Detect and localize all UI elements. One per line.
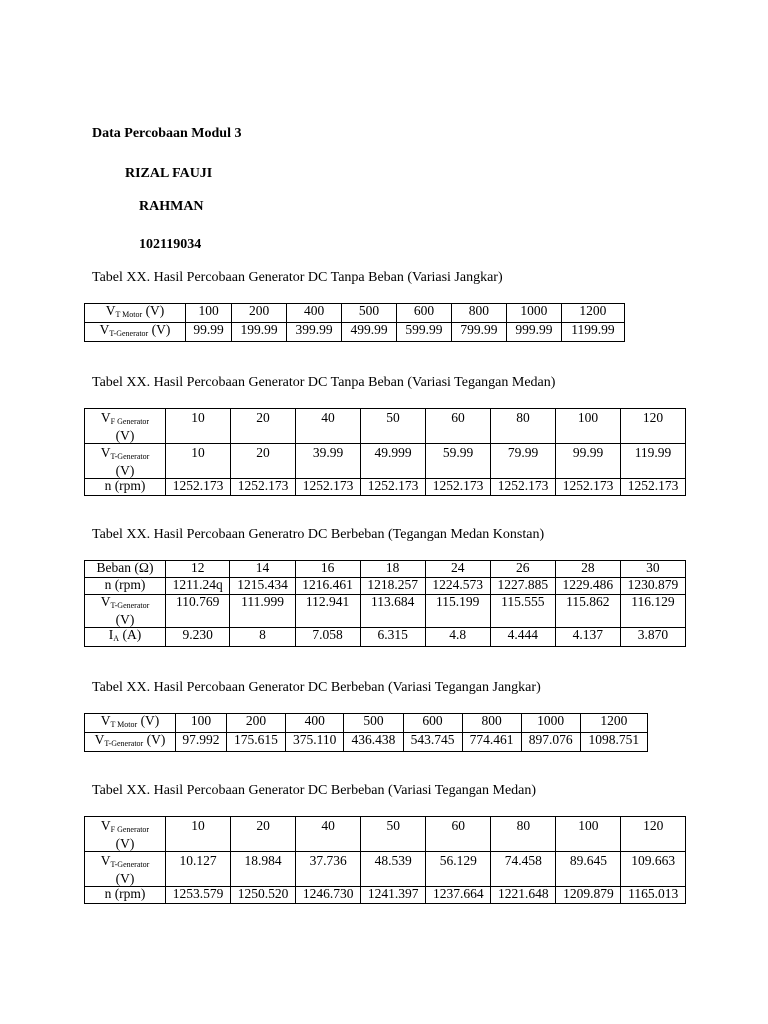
table-row: [85, 595, 686, 628]
table-cell: 20: [231, 444, 296, 479]
table-cell: 599.99: [397, 323, 452, 342]
table-cell: 60: [426, 817, 491, 852]
table-cell: 1252.173: [621, 479, 686, 496]
table-cell: 6.315: [360, 628, 425, 647]
table-1-caption: Tabel XX. Hasil Percobaan Generator DC Tanpa Beban (Variasi Jangkar): [92, 270, 503, 285]
table-cell: 1252.173: [231, 479, 296, 496]
table-4-caption: Tabel XX. Hasil Percobaan Generator DC Berbeban (Variasi Tegangan Jangkar): [92, 680, 541, 695]
table-cell: 600: [397, 304, 452, 323]
table-cell: 10: [166, 409, 231, 444]
table-cell: 10.127: [166, 852, 231, 887]
table-row: [85, 323, 625, 342]
row-header: $I_A$ (A): [85, 628, 166, 647]
table-cell: 120: [621, 817, 686, 852]
table-cell: 1252.173: [491, 479, 556, 496]
table-row: [85, 409, 686, 444]
row-header: $V_{T Motor}$ (V): [85, 304, 186, 323]
table-cell: 40: [296, 817, 361, 852]
table-5-caption: Tabel XX. Hasil Percobaan Generator DC Berbeban (Variasi Tegangan Medan): [92, 783, 537, 798]
table-cell: 39.99: [296, 444, 361, 479]
table-3-caption: Tabel XX. Hasil Percobaan Generatro DC Berbeban (Tegangan Medan Konstan): [92, 527, 545, 542]
table-cell: 80: [491, 817, 556, 852]
row-header: $V_{T-Generator}$ (V): [85, 852, 166, 887]
table-cell: 4.137: [555, 628, 620, 647]
table-cell: 1252.173: [166, 479, 231, 496]
table-cell: 28: [555, 561, 620, 578]
row-header: Beban (Ω): [85, 561, 166, 578]
table-cell: 99.99: [186, 323, 232, 342]
table-cell: 10: [166, 444, 231, 479]
row-header: $V_{T-Generator}$ (V): [85, 323, 186, 342]
table-cell: 399.99: [287, 323, 342, 342]
table-cell: 499.99: [342, 323, 397, 342]
table-cell: 1252.173: [556, 479, 621, 496]
row-header: $V_{F Generator}$ (V): [85, 817, 166, 852]
table-cell: 30: [620, 561, 685, 578]
table-cell: 1098.751: [580, 733, 647, 752]
table-row: [85, 479, 686, 496]
table-cell: 80: [491, 409, 556, 444]
table-cell: 99.99: [556, 444, 621, 479]
table-cell: 1000: [521, 714, 580, 733]
author-name-line2: RAHMAN: [139, 199, 204, 214]
table-row: [85, 733, 648, 752]
row-header: $V_{T-Generator}$ (V): [85, 733, 176, 752]
table-cell: 18.984: [231, 852, 296, 887]
table-cell: 100: [556, 409, 621, 444]
table-cell: 600: [403, 714, 462, 733]
table-3: [84, 560, 686, 647]
table-cell: 1230.879: [620, 578, 685, 595]
table-cell: 1253.579: [166, 887, 231, 904]
table-cell: 7.058: [295, 628, 360, 647]
table-cell: 56.129: [426, 852, 491, 887]
table-row: [85, 561, 686, 578]
table-1: [84, 303, 625, 342]
table-cell: 1209.879: [556, 887, 621, 904]
table-cell: 1165.013: [621, 887, 686, 904]
table-cell: 89.645: [556, 852, 621, 887]
table-cell: 111.999: [230, 595, 295, 628]
table-cell: 16: [295, 561, 360, 578]
table-cell: 799.99: [451, 323, 506, 342]
table-cell: 200: [226, 714, 285, 733]
table-cell: 24: [425, 561, 490, 578]
table-row: [85, 444, 686, 479]
table-cell: 1224.573: [425, 578, 490, 595]
table-cell: 175.615: [226, 733, 285, 752]
table-cell: 48.539: [361, 852, 426, 887]
table-cell: 897.076: [521, 733, 580, 752]
table-cell: 113.684: [360, 595, 425, 628]
table-cell: 3.870: [620, 628, 685, 647]
row-header: $V_{T Motor}$ (V): [85, 714, 176, 733]
table-cell: 50: [361, 817, 426, 852]
table-cell: 60: [426, 409, 491, 444]
table-cell: 8: [230, 628, 295, 647]
table-cell: 115.555: [490, 595, 555, 628]
table-cell: 119.99: [621, 444, 686, 479]
document-title: Data Percobaan Modul 3: [92, 126, 242, 141]
table-cell: 74.458: [491, 852, 556, 887]
table-cell: 375.110: [285, 733, 343, 752]
table-cell: 116.129: [620, 595, 685, 628]
table-cell: 12: [166, 561, 230, 578]
table-cell: 112.941: [295, 595, 360, 628]
author-name-line1: RIZAL FAUJI: [125, 166, 213, 181]
table-cell: 1252.173: [296, 479, 361, 496]
table-cell: 1237.664: [426, 887, 491, 904]
row-header: $V_{T-Generator}$ (V): [85, 444, 166, 479]
table-cell: 115.862: [555, 595, 620, 628]
table-row: [85, 887, 686, 904]
table-cell: 50: [361, 409, 426, 444]
table-cell: 97.992: [176, 733, 227, 752]
row-header: $V_{F Generator}$ (V): [85, 409, 166, 444]
table-cell: 800: [451, 304, 506, 323]
table-cell: 18: [360, 561, 425, 578]
table-cell: 1227.885: [490, 578, 555, 595]
table-cell: 436.438: [344, 733, 403, 752]
row-header: n (rpm): [85, 578, 166, 595]
table-row: [85, 817, 686, 852]
table-cell: 100: [186, 304, 232, 323]
table-cell: 4.8: [425, 628, 490, 647]
table-cell: 20: [231, 409, 296, 444]
row-header: n (rpm): [85, 479, 166, 496]
table-cell: 1252.173: [426, 479, 491, 496]
table-cell: 14: [230, 561, 295, 578]
table-cell: 1000: [506, 304, 561, 323]
table-cell: 59.99: [426, 444, 491, 479]
table-cell: 199.99: [232, 323, 287, 342]
table-cell: 400: [285, 714, 343, 733]
table-cell: 200: [232, 304, 287, 323]
table-cell: 49.999: [361, 444, 426, 479]
table-row: [85, 714, 648, 733]
table-cell: 115.199: [425, 595, 490, 628]
table-cell: 1200: [561, 304, 624, 323]
table-cell: 1200: [580, 714, 647, 733]
table-row: [85, 304, 625, 323]
table-4: [84, 713, 648, 752]
table-cell: 1216.461: [295, 578, 360, 595]
table-cell: 1252.173: [361, 479, 426, 496]
table-cell: 1250.520: [231, 887, 296, 904]
table-cell: 500: [344, 714, 403, 733]
table-cell: 1221.648: [491, 887, 556, 904]
table-cell: 9.230: [166, 628, 230, 647]
table-cell: 79.99: [491, 444, 556, 479]
table-cell: 400: [287, 304, 342, 323]
table-cell: 1199.99: [561, 323, 624, 342]
table-cell: 800: [462, 714, 521, 733]
table-cell: 37.736: [296, 852, 361, 887]
table-cell: 543.745: [403, 733, 462, 752]
table-cell: 1215.434: [230, 578, 295, 595]
table-cell: 774.461: [462, 733, 521, 752]
table-cell: 20: [231, 817, 296, 852]
table-5: [84, 816, 686, 904]
table-cell: 100: [176, 714, 227, 733]
table-cell: 500: [342, 304, 397, 323]
table-2-caption: Tabel XX. Hasil Percobaan Generator DC Tanpa Beban (Variasi Tegangan Medan): [92, 375, 556, 390]
table-row: [85, 852, 686, 887]
table-row: [85, 628, 686, 647]
table-row: [85, 578, 686, 595]
table-cell: 1229.486: [555, 578, 620, 595]
row-header: n (rpm): [85, 887, 166, 904]
table-cell: 999.99: [506, 323, 561, 342]
table-cell: 40: [296, 409, 361, 444]
student-id: 102119034: [139, 237, 202, 252]
table-cell: 1246.730: [296, 887, 361, 904]
table-cell: 120: [621, 409, 686, 444]
row-header: $V_{T-Generator}$ (V): [85, 595, 166, 628]
table-cell: 109.663: [621, 852, 686, 887]
table-2: [84, 408, 686, 496]
table-cell: 110.769: [166, 595, 230, 628]
table-cell: 1211.24q: [166, 578, 230, 595]
table-cell: 26: [490, 561, 555, 578]
table-cell: 10: [166, 817, 231, 852]
table-cell: 1241.397: [361, 887, 426, 904]
table-cell: 4.444: [490, 628, 555, 647]
table-cell: 1218.257: [360, 578, 425, 595]
table-cell: 100: [556, 817, 621, 852]
